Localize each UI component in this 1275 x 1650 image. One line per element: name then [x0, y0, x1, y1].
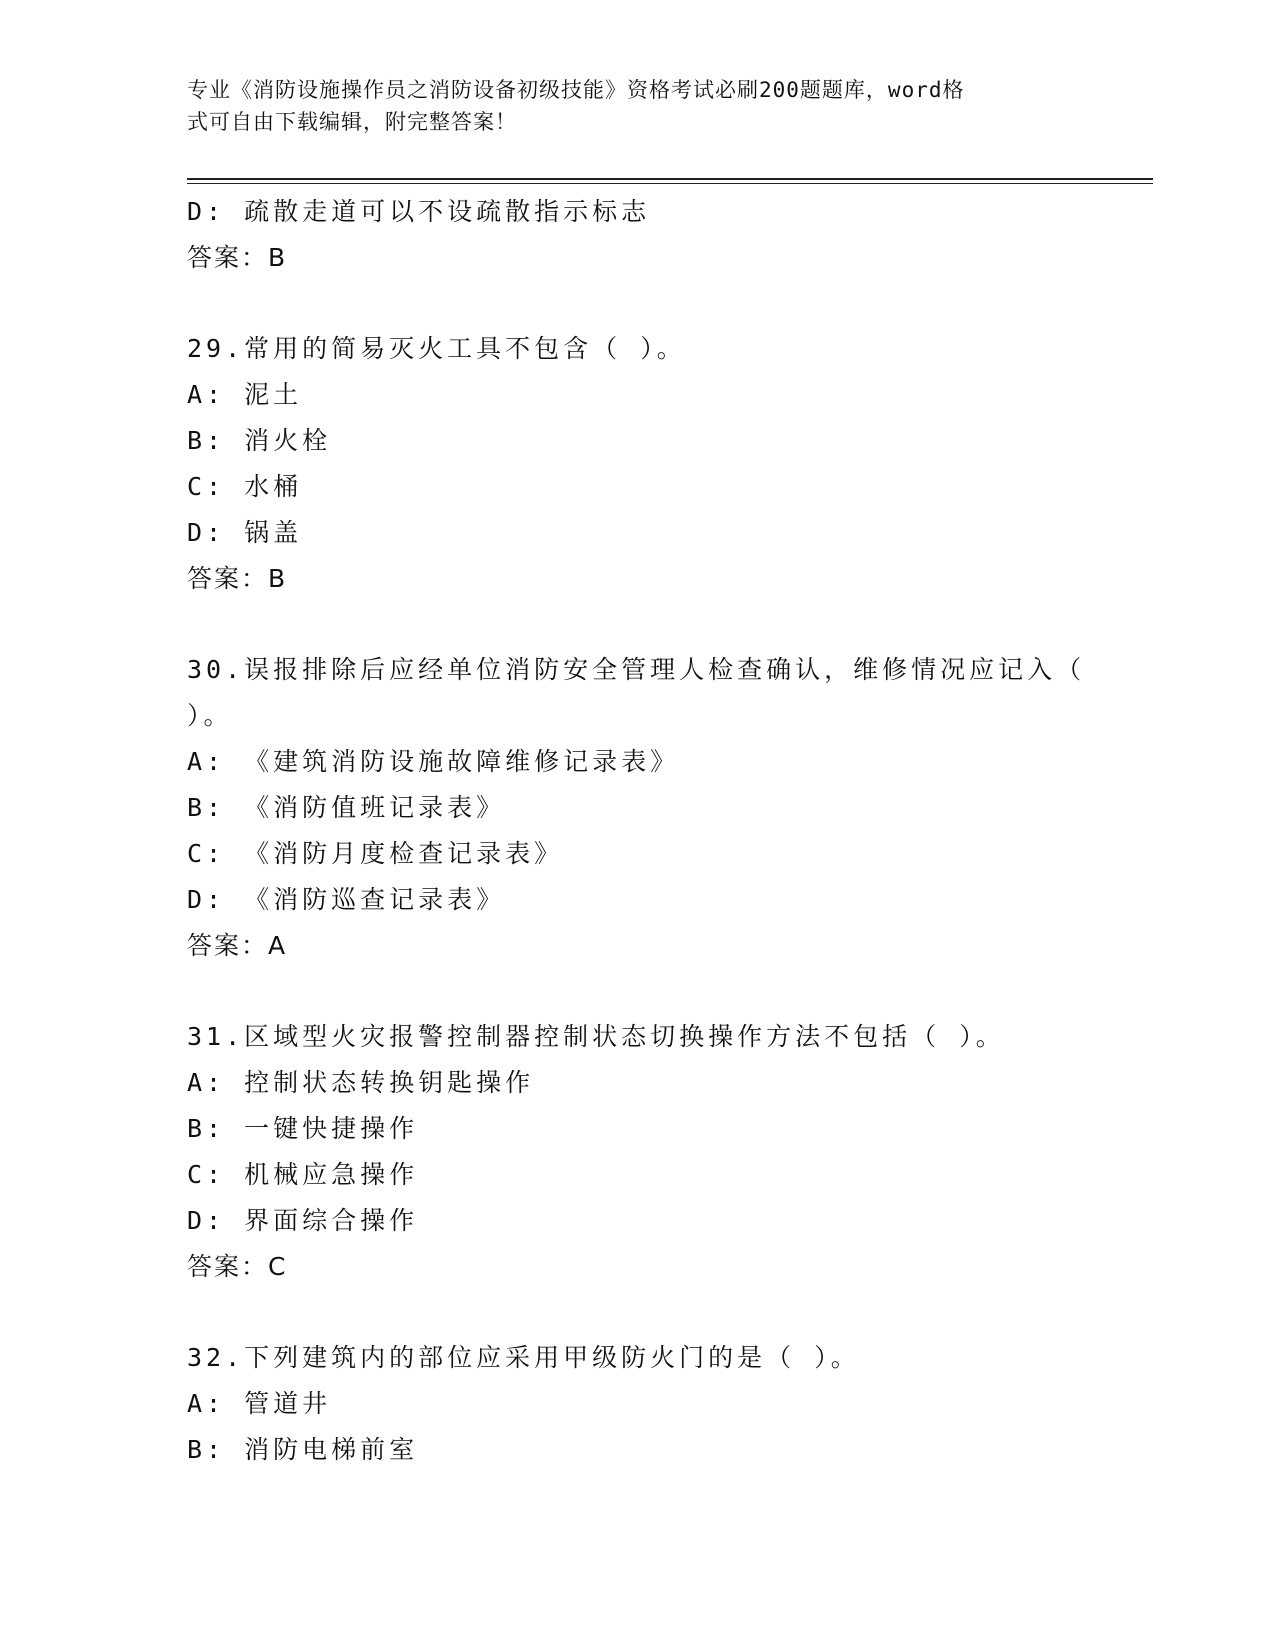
option-d: D: 疏散走道可以不设疏散指示标志: [187, 197, 651, 226]
option-c: C: 《消防月度检查记录表》: [187, 839, 564, 868]
answer-line: 答案：C: [187, 1252, 288, 1281]
previous-question-tail: [187, 189, 1087, 281]
option-b: B: 消火栓: [187, 426, 332, 455]
question-stem: 29.常用的简易灭火工具不包含（ ）。: [187, 334, 686, 363]
answer-line: 答案：A: [187, 931, 288, 960]
option-d: D: 界面综合操作: [187, 1206, 419, 1235]
option-a: A: 泥土: [187, 380, 303, 409]
option-b: B: 《消防值班记录表》: [187, 793, 506, 822]
header-divider-thick: [187, 178, 1153, 180]
question-29: [187, 326, 1087, 602]
header-line-1: 专业《消防设施操作员之消防设备初级技能》资格考试必刷200题题库，word格: [187, 78, 965, 102]
option-c: C: 机械应急操作: [187, 1160, 419, 1189]
question-stem-line-1: 30.误报排除后应经单位消防安全管理人检查确认，维修情况应记入（: [187, 655, 1086, 684]
option-b: B: 一键快捷操作: [187, 1114, 419, 1143]
answer-line: 答案：B: [187, 243, 288, 272]
answer-line: 答案：B: [187, 564, 288, 593]
header-divider-thin: [187, 183, 1153, 184]
question-stem-line-2: ）。: [187, 701, 233, 730]
option-d: D: 《消防巡查记录表》: [187, 885, 506, 914]
question-list: [187, 189, 1087, 1473]
option-c: C: 水桶: [187, 472, 303, 501]
option-a: A: 《建筑消防设施故障维修记录表》: [187, 747, 680, 776]
question-stem: 32.下列建筑内的部位应采用甲级防火门的是（ ）。: [187, 1343, 860, 1372]
question-32: [187, 1335, 1087, 1473]
option-d: D: 锅盖: [187, 518, 303, 547]
option-b: B: 消防电梯前室: [187, 1435, 419, 1464]
option-a: A: 管道井: [187, 1389, 332, 1418]
header-line-2: 式可自由下载编辑，附完整答案！: [187, 110, 517, 134]
question-31: [187, 1014, 1087, 1290]
document-header: [187, 74, 1087, 138]
question-30: [187, 647, 1087, 969]
question-stem: 31.区域型火灾报警控制器控制状态切换操作方法不包括（ ）。: [187, 1022, 1005, 1051]
option-a: A: 控制状态转换钥匙操作: [187, 1068, 535, 1097]
